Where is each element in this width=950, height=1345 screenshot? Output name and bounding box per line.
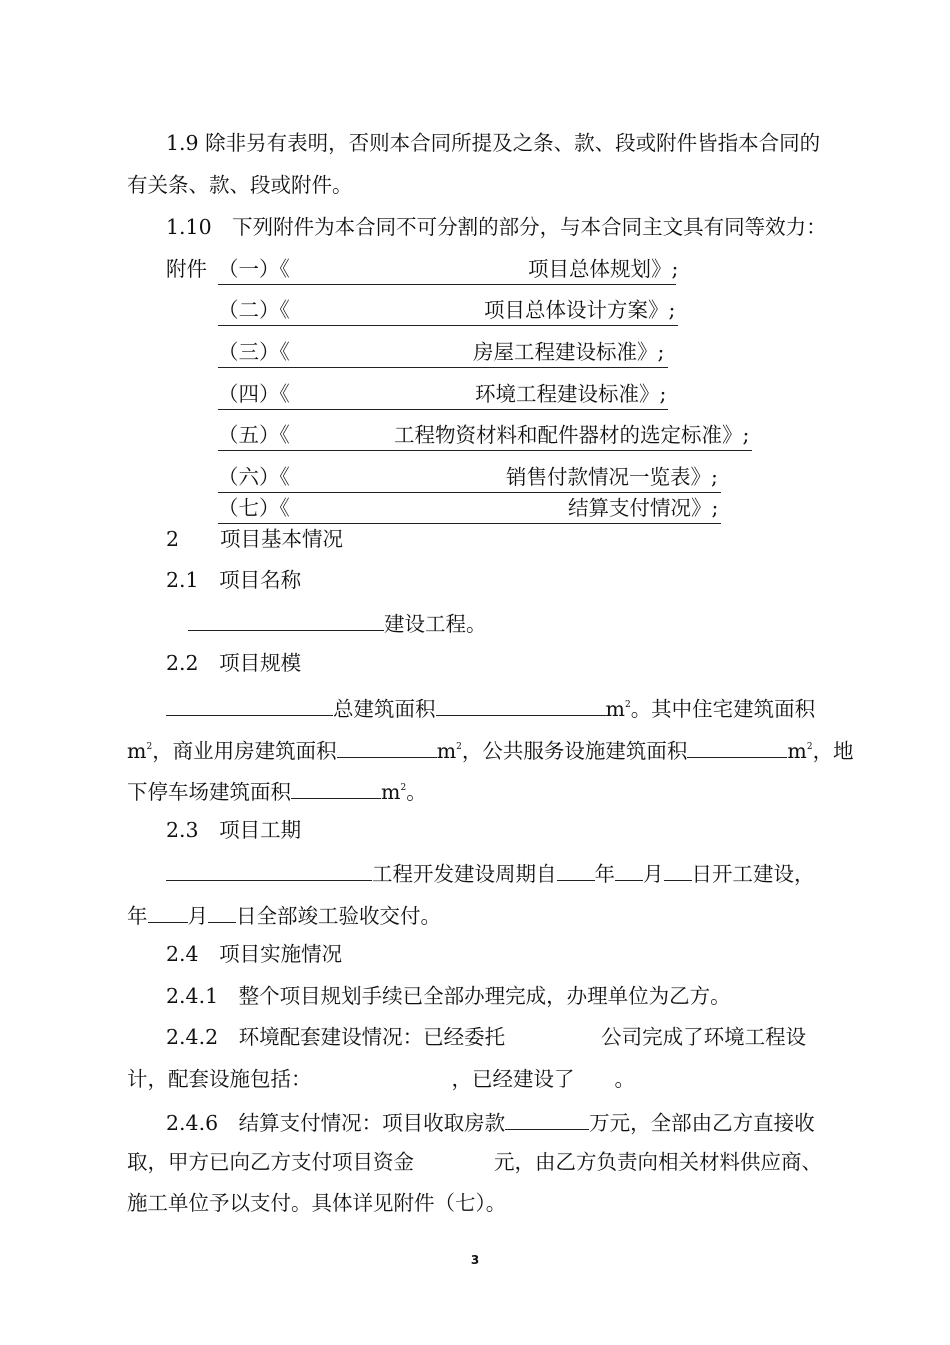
scale-line-1	[166, 692, 815, 722]
scale-line-2	[127, 734, 854, 764]
text-span: 下停车场建筑面积	[127, 780, 291, 804]
period-line-1	[166, 858, 815, 887]
text-span: ，已经建设了	[451, 1067, 575, 1091]
text-span: 年	[594, 862, 615, 886]
attachments-prefix: 附件	[166, 257, 207, 281]
attachment-name: 销售付款情况一览表》;	[506, 465, 718, 489]
attachment-item	[218, 464, 721, 493]
clause-1-10: 1.10 下列附件为本合同不可分割的部分，与本合同主文具有同等效力：	[166, 215, 827, 239]
project-name-line	[188, 608, 487, 637]
text-span: 。	[614, 1067, 635, 1091]
superscript: 2	[400, 783, 407, 793]
section-2-1-heading: 2.1 项目名称	[166, 568, 302, 592]
text-span: 取，甲方已向乙方支付项目资金	[127, 1150, 414, 1174]
clause-1-9-line1: 1.9 除非另有表明，否则本合同所提及之条、款、段或附件皆指本合同的	[166, 131, 821, 155]
attachment-name: 环境工程建设标准》;	[475, 382, 667, 406]
blank-field	[291, 776, 381, 799]
attachment-item	[218, 381, 668, 410]
text-span: 。其中住宅建筑面积	[630, 697, 816, 721]
attachment-number: （一）《	[218, 257, 290, 281]
unit-span: m	[436, 739, 457, 763]
attachment-number: （二）《	[218, 298, 290, 322]
blank-field	[148, 900, 188, 923]
attachment-name: 工程物资材料和配件器材的选定标准》;	[394, 423, 750, 447]
page-number: 3	[470, 1253, 480, 1267]
clause-2-4-2-line2	[127, 1066, 635, 1092]
text-span: 2.4.6 结算支付情况：项目收取房款	[166, 1111, 506, 1135]
blank-field	[166, 693, 333, 716]
text-span: 总建筑面积	[333, 697, 436, 721]
clause-2-4-6-line2	[127, 1149, 822, 1175]
attachment-name: 房屋工程建设标准》;	[473, 340, 665, 364]
section-2-heading: 2 项目基本情况	[166, 527, 344, 551]
text-span: 月	[643, 862, 664, 886]
clause-2-4-6-line3: 施工单位予以支付。具体详见附件（七）。	[127, 1191, 507, 1215]
attachment-name: 项目总体设计方案》;	[484, 298, 676, 322]
unit-span: m	[787, 739, 807, 763]
text-span: 2.4.2 环境配套建设情况：已经委托	[166, 1025, 506, 1049]
blank-field	[687, 735, 787, 758]
blank-field	[166, 858, 372, 881]
attachment-item	[218, 339, 668, 368]
blank-field	[505, 1107, 589, 1130]
blank-field	[208, 900, 236, 923]
section-2-2-heading: 2.2 项目规模	[166, 651, 302, 675]
blank-field	[436, 693, 606, 716]
attachment-item	[218, 422, 752, 451]
superscript: 2	[146, 742, 153, 752]
attachment-number: （六）《	[218, 465, 290, 489]
text-span: 万元，全部由乙方直接收	[589, 1111, 815, 1135]
text-span: ，地	[812, 739, 854, 763]
superscript: 2	[624, 700, 631, 710]
clause-2-4-1: 2.4.1 整个项目规划手续已全部办理完成，办理单位为乙方。	[166, 984, 731, 1008]
clause-2-4-6-line1	[166, 1107, 815, 1136]
text-span: 元，由乙方负责向相关材料供应商、	[494, 1150, 822, 1174]
attachment-number: （七）《	[218, 496, 290, 520]
blank-field	[557, 858, 595, 881]
clause-1-9-line2: 有关条、款、段或附件。	[127, 173, 353, 197]
text-span: 年	[127, 904, 148, 928]
attachment-item	[218, 495, 721, 524]
section-2-4-heading: 2.4 项目实施情况	[166, 942, 343, 966]
text-span: 计，配套设施包括：	[127, 1067, 312, 1091]
project-name-suffix: 建设工程。	[384, 612, 487, 636]
unit-span: m	[127, 739, 147, 763]
unit-span: m	[381, 780, 401, 804]
blank-field	[664, 858, 692, 881]
superscript: 2	[806, 742, 813, 752]
text-span: 公司完成了环境工程设	[601, 1025, 807, 1049]
blank-field	[615, 858, 643, 881]
attachment-name: 项目总体规划》;	[528, 257, 679, 281]
text-span: ，商业用房建筑面积	[152, 739, 337, 763]
text-span: 工程开发建设周期自	[372, 862, 557, 886]
scale-line-3	[127, 775, 427, 805]
text-span: 月	[187, 904, 208, 928]
blank-field	[337, 735, 437, 758]
text-span: 日开工建设，	[691, 862, 815, 886]
superscript: 2	[456, 742, 462, 752]
text-span: 。	[406, 780, 427, 804]
attachment-number: （三）《	[218, 340, 290, 364]
section-2-3-heading: 2.3 项目工期	[166, 818, 302, 842]
unit-span: m	[605, 697, 625, 721]
attachment-name: 结算支付情况》;	[568, 496, 719, 520]
attachment-number: （四）《	[218, 382, 290, 406]
attachment-number: （五）《	[218, 423, 290, 447]
text-span: 日全部竣工验收交付。	[236, 904, 441, 928]
blank-field	[188, 608, 384, 631]
attachment-item	[218, 256, 679, 285]
text-span: ，公共服务设施建筑面积	[461, 739, 688, 763]
clause-2-4-2-line1	[166, 1024, 806, 1050]
period-line-2	[127, 900, 441, 929]
attachment-item	[218, 297, 678, 326]
